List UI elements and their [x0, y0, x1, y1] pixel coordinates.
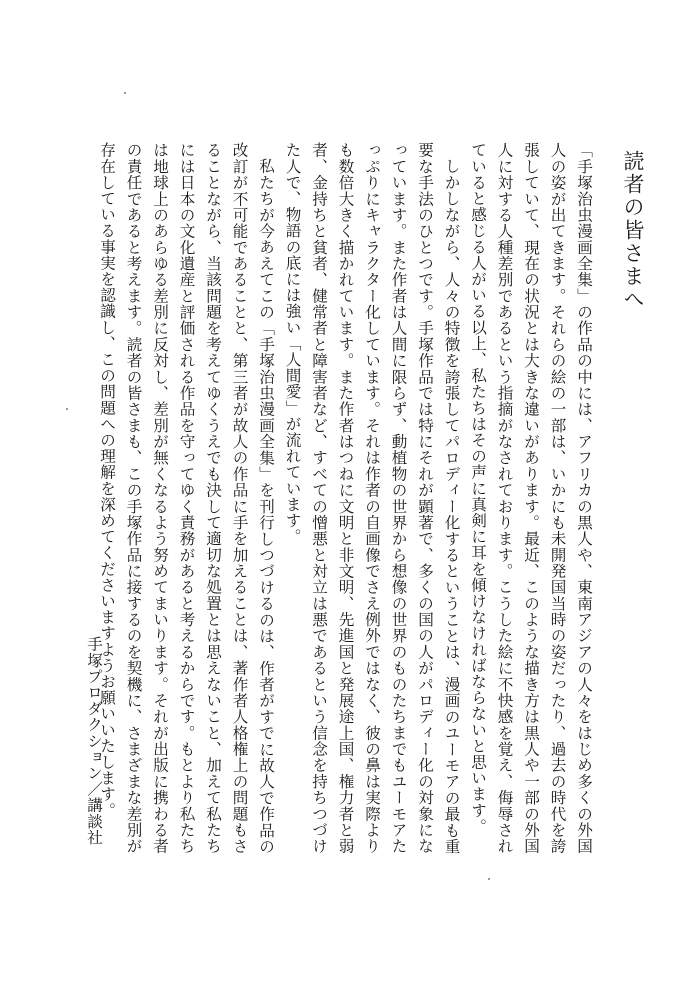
notice-title: 読者の皆さまへ — [621, 150, 645, 311]
notice-paragraph-3: 私たちが今あえてこの「手塚治虫漫画全集」を刊行しつづけるのは、作者がすでに故人で作品の改訂が不可能であることと、第三者が故人の作品に手を加えることは、著作者人格権上の問題もさることながら、当該問題を考えてゆくうえでも決して適切な処置とは思えないこと、加えて私たちには日本の文化遺産と評価される作品を守ってゆく責務があると考えるからです。もとより私たちは地球上のあらゆる差別に反対し、差別が無くなるよう努めてまいります。それが出版に携わる者の責任であると考えます。読者の皆さまも、この手塚作品に接するのを契機に、さまざまな差別が存在している事実を認識し、この問題への理解を深めてくださいますようお願いいたします。 — [98, 142, 275, 854]
notice-paragraph-1: 「手塚治虫漫画全集」の作品の中には、アフリカの黒人や、東南アジアの人々をはじめ多くの外国人の姿が出てきます。それらの絵の一部は、いかにも未開発国当時の姿だったり、過去の時代を誇張していて、現在の状況とは大きな違いがあります。最近、このような描き方は黒人や一部の外国人に対する人種差別であるという指摘がなされております。こうした絵に不快感を覚え、侮辱されていると感じる人がいる以上、私たちはその声に真剣に耳を傾けなければならないと思います。 — [469, 142, 593, 854]
notice-paragraph-2: しかしながら、人々の特徴を誇張してパロディー化するということは、漫画のユーモアの最も重要な手法のひとつです。手塚作品では特にそれが顕著で、多くの国の人がパロディー化の対象になっています。また作者は人間に限らず、動植物の世界から想像の世界のものたちまでもユーモアたっぷりにキャラクター化しています。それは作者の自画像でさえ例外ではなく、彼の鼻は実際よりも数倍大きく描かれています。また作者はつねに文明と非文明、先進国と発展途上国、権力者と弱者、金持ちと貧者、健常者と障害者など、すべての憎悪と対立は悪であるという信念を持ちつづけた人で、物語の底には強い「人間愛」が流れています。 — [283, 142, 461, 854]
notice-signature: 手塚プロダクション／講談社 — [85, 636, 103, 846]
notice-body — [94, 142, 598, 854]
